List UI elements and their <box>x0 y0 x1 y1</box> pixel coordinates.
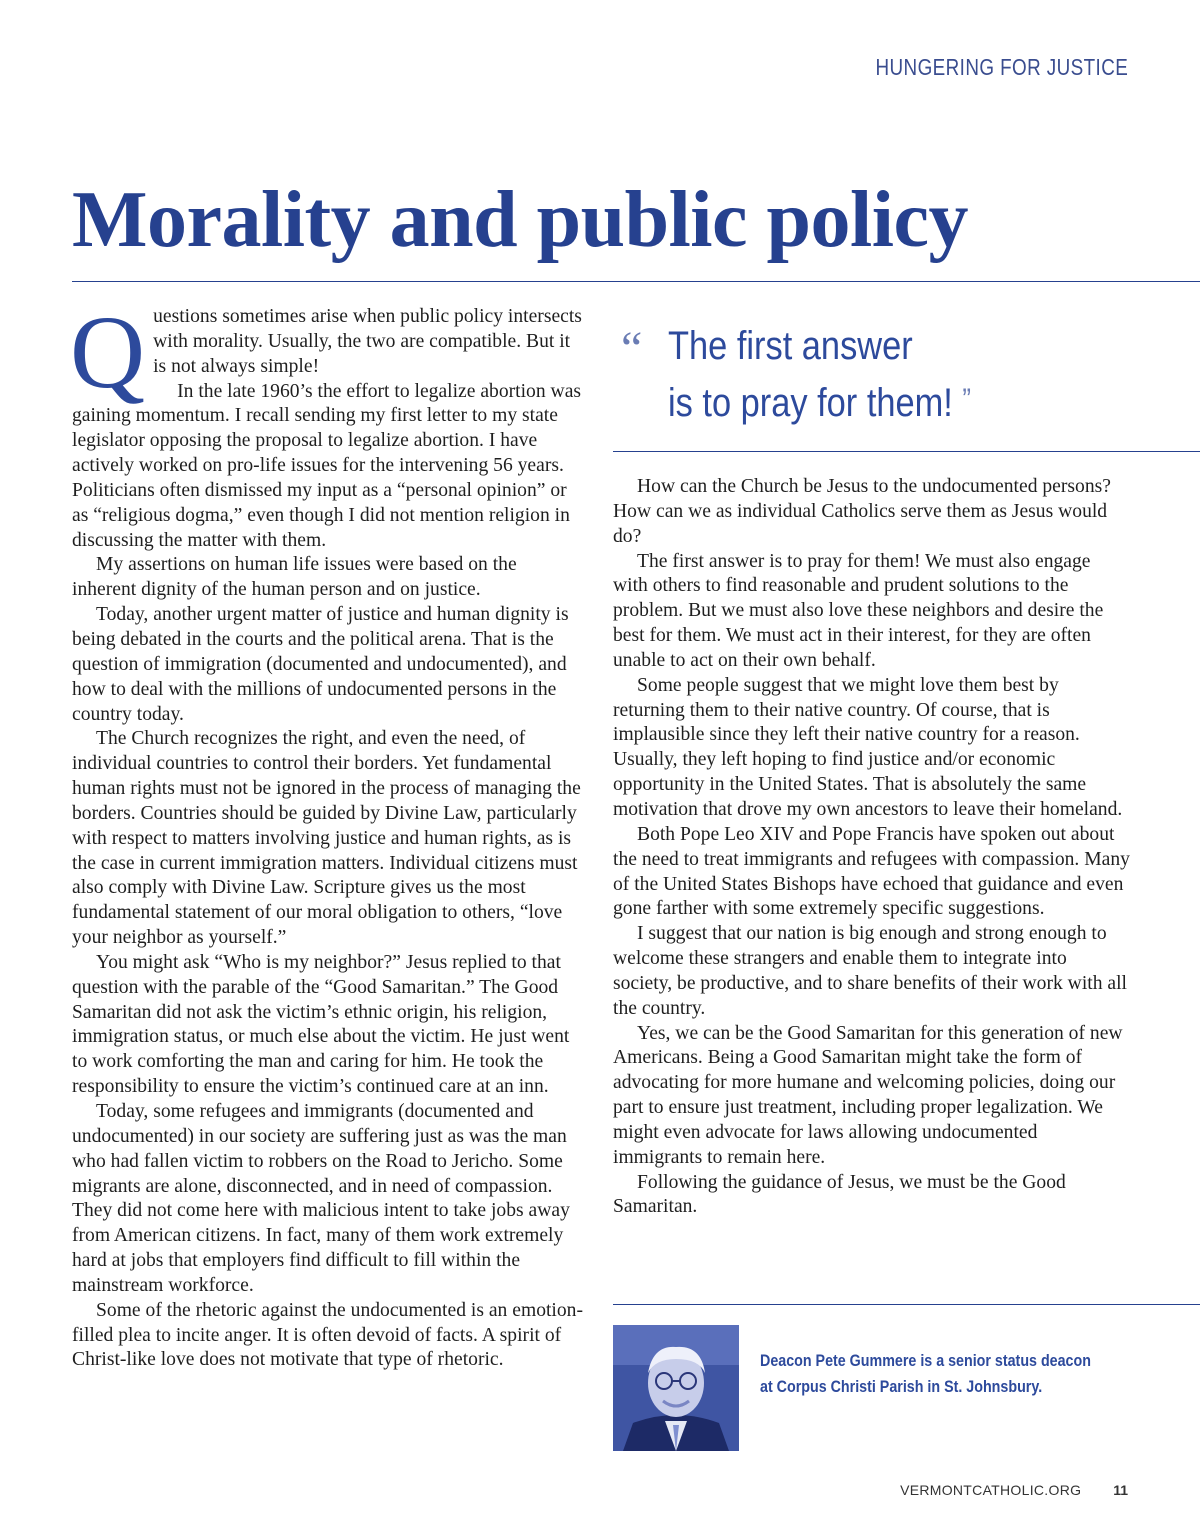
page-footer <box>900 1482 1128 1498</box>
paragraph: How can the Church be Jesus to the undocumented persons? How can we as individual Catholics serve them as Jesus would do? <box>613 476 1111 547</box>
close-quote-mark: ” <box>962 383 972 416</box>
footer-website: VERMONTCATHOLIC.ORG <box>900 1482 1082 1498</box>
drop-cap: Q <box>70 295 146 410</box>
paragraph: I suggest that our nation is big enough and strong enough to welcome these strangers and enable them to integrate into society, be productive, and to share benefits of their work with all the country. <box>613 923 1128 1019</box>
author-photo <box>613 1325 739 1451</box>
author-bio <box>760 1348 1096 1400</box>
article-title: Morality and public policy <box>72 176 968 264</box>
paragraph: Yes, we can be the Good Samaritan for this generation of new Americans. Being a Good Samaritan might take the form of advocating for more humane and welcoming policies, doing our part to ensure just treatment, including proper legalization. We might even advocate for laws allowing undocumented immigrants to remain here. <box>613 1022 1123 1168</box>
right-column <box>613 475 1130 1220</box>
pull-quote <box>613 318 1200 432</box>
paragraph: My assertions on human life issues were based on the inherent dignity of the human person and on justice. <box>72 554 517 601</box>
open-quote-mark: “ <box>621 322 643 375</box>
pull-quote-line-2: is to pray for them! ” <box>668 381 972 425</box>
pull-quote-line-1: The first answer <box>668 324 913 368</box>
title-divider <box>72 281 1200 282</box>
page-number: 11 <box>1113 1482 1128 1498</box>
paragraph: You might ask “Who is my neighbor?” Jesus replied to that question with the parable of the “Good Samaritan.” The Good Samaritan did not ask the victim’s ethnic origin, his religion, immigration status, or much else about the victim. He just went to work comforting the man and caring for him. He took the responsibility to ensure the victim’s continued care at an inn. <box>72 951 570 1098</box>
paragraph: Some people suggest that we might love them best by returning them to their native country. Of course, that is implausible since they left their native country for a reason. Usually, they left hoping to find justice and/or economic opportunity in the United States. That is absolutely the same motivation that drove my own ancestors to leave their homeland. <box>613 674 1123 820</box>
bio-divider <box>613 1304 1200 1305</box>
section-header: HUNGERING FOR JUSTICE <box>875 54 1128 80</box>
paragraph: Today, another urgent matter of justice and human dignity is being debated in the courts and the political arena. That is the question of immigration (documented and undocumented), and how to deal with the millions of undocumented persons in the country today. <box>72 604 569 725</box>
paragraph: Both Pope Leo XIV and Pope Francis have spoken out about the need to treat immigrants and refugees with compassion. Many of the United States Bishops have echoed that guidance and even gone farther with some extremely specific suggestions. <box>613 823 1130 920</box>
paragraph: Today, some refugees and immigrants (documented and undocumented) in our society are suffering just as was the man who had fallen victim to robbers on the Road to Jericho. Some migrants are alone, disconnected, and in need of compassion. They did not come here with malicious intent to take jobs away from American citizens. In fact, many of them work extremely hard at jobs that employers find difficult to fill within the mainstream workforce. <box>72 1101 570 1296</box>
author-bio-line-2: at Corpus Christi Parish in St. Johnsbury. <box>760 1377 1043 1396</box>
quote-divider <box>613 451 1200 452</box>
author-bio-line-1: Deacon Pete Gummere is a senior status deacon <box>760 1351 1091 1370</box>
paragraph: Some of the rhetoric against the undocumented is an emotion-filled plea to incite anger. It is often devoid of facts. A spirit of Christ-like love does not motivate that type of rhetoric. <box>72 1299 583 1371</box>
paragraph: The first answer is to pray for them! We must also engage with others to find reasonable and prudent solutions to the problem. But we must also love these neighbors and desire the best for them. We must act in their interest, for they are often unable to act on their own behalf. <box>613 550 1104 671</box>
paragraph: The Church recognizes the right, and even the need, of individual countries to control their borders. Yet fundamental human rights must not be ignored in the process of managing the borders. Countries should be guided by Divine Law, particularly with respect to matters involving justice and human rights, as is the case in current immigration matters. Individual citizens must also comply with Divine Law. Scripture gives us the most fundamental statement of our moral obligation to others, “love your neighbor as yourself.” <box>72 728 581 949</box>
paragraph: In the late 1960’s the effort to legalize abortion was gaining momentum. I recall sending my first letter to my state legislator opposing the proposal to legalize abortion. I have actively worked on pro-life issues for the intervening 56 years. Politicians often dismissed my input as a “personal opinion” or as “religious dogma,” even though I did not mention religion in discussing the matter with them. <box>72 380 582 551</box>
paragraph: uestions sometimes arise when public policy intersects with morality. Usually, the two are compatible. But it is not always simple! <box>153 306 582 377</box>
left-column <box>70 295 584 1373</box>
paragraph: Following the guidance of Jesus, we must be the Good Samaritan. <box>613 1171 1066 1218</box>
